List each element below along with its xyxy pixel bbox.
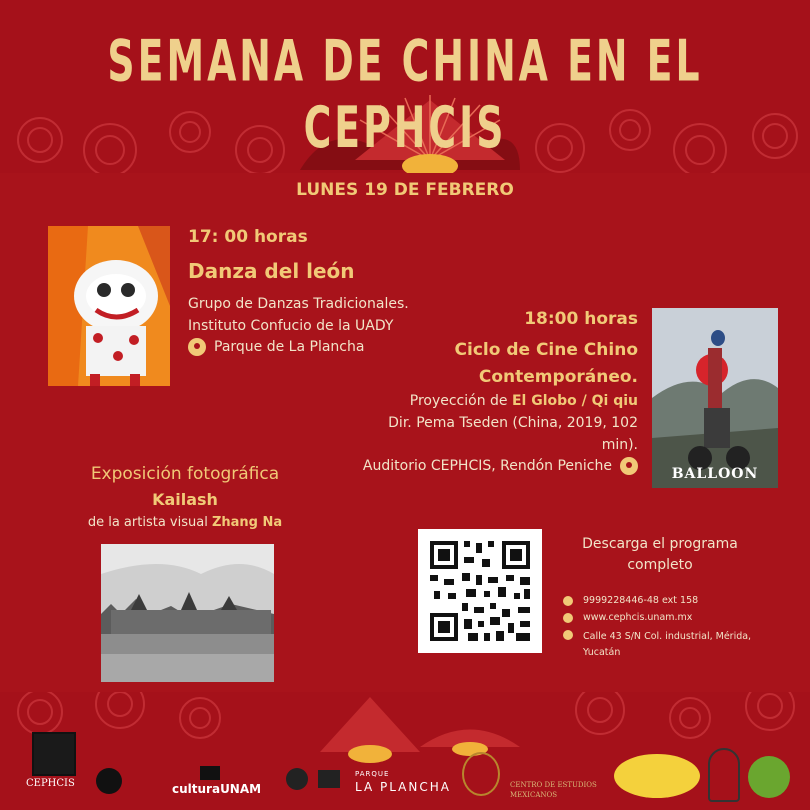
contact-phone — [563, 595, 698, 606]
contact-address — [563, 629, 751, 661]
green-circle-logo — [748, 756, 790, 798]
contact-web — [563, 612, 692, 623]
page-title: SEMANA DE CHINA EN EL CEPHCIS — [107, 28, 703, 161]
address-line2: Yucatán — [583, 647, 621, 658]
ceym-logo: CENTRO DE ESTUDIOS MEXICANOS — [510, 781, 597, 799]
event-date: LUNES 19 DE FEBRERO — [296, 180, 514, 200]
location-pin-icon — [563, 630, 573, 640]
event1-desc-line1: Grupo de Danzas Tradicionales. — [188, 296, 409, 312]
lion-dance-image — [48, 226, 170, 386]
address-text — [583, 629, 751, 661]
cephcis-logo-text: CEPHCIS — [26, 778, 75, 789]
poster-title: BALLOON — [671, 466, 759, 482]
film-logo — [96, 768, 122, 794]
web-text[interactable]: www.cephcis.unam.mx — [583, 612, 693, 623]
exhibition-artist — [0, 515, 370, 530]
exhibition-label: Exposición fotográfica — [90, 464, 280, 484]
plancha-logo: LA PLANCHA — [355, 780, 451, 794]
event1-time: 17: 00 horas — [188, 227, 308, 247]
artist-prefix: de la artista visual — [87, 515, 212, 530]
coat-of-arms-logo — [708, 748, 740, 802]
film-title: El Globo / Qi qiu — [511, 393, 638, 409]
event1-location — [188, 338, 364, 356]
plancha-logo-top: PARQUE — [355, 770, 390, 778]
phone-icon — [563, 596, 573, 606]
download-program — [575, 534, 745, 576]
sponsor-logos — [0, 728, 810, 810]
event1-location-text: Parque de La Plancha — [214, 339, 365, 355]
event2-location — [363, 457, 638, 475]
unam-seal-logo — [462, 752, 500, 796]
mural-logo-icon — [318, 770, 340, 788]
cephcis-logo — [32, 732, 76, 776]
exhibition-name: Kailash — [152, 490, 218, 509]
mail-icon — [563, 613, 573, 623]
location-pin-icon — [188, 338, 206, 356]
event1-name: Danza del león — [188, 259, 355, 283]
event2-projection — [410, 390, 638, 412]
download-line1: Descarga el programa — [582, 536, 738, 552]
projection-prefix: Proyección de — [409, 393, 512, 409]
exhibition-photo — [101, 544, 274, 682]
phone-text: 9999228446-48 ext 158 — [583, 595, 699, 606]
event2-director-line2: min). — [601, 437, 638, 453]
unam-seal-icon — [286, 768, 308, 790]
event2-time: 18:00 horas — [524, 309, 638, 329]
event2-location-text: Auditorio CEPHCIS, Rendón Peniche — [362, 458, 612, 474]
artist-name: Zhang Na — [211, 515, 283, 530]
movie-poster — [652, 308, 778, 488]
event2-name-line2: Contemporáneo. — [478, 367, 638, 387]
event2-director-line1: Dir. Pema Tseden (China, 2019, 102 — [388, 415, 638, 431]
event2-name-line1: Ciclo de Cine Chino — [454, 340, 638, 360]
event1-desc-line2: Instituto Confucio de la UADY — [188, 318, 394, 334]
address-line1: Calle 43 S/N Col. industrial, Mérida, — [583, 631, 752, 642]
cultura-unam-icon — [200, 766, 220, 780]
location-pin-icon — [620, 457, 638, 475]
yellow-bird-logo — [614, 754, 700, 798]
qr-code[interactable] — [418, 529, 542, 653]
download-line2: completo — [627, 557, 693, 573]
cultura-unam-logo: culturaUNAM — [172, 782, 262, 796]
